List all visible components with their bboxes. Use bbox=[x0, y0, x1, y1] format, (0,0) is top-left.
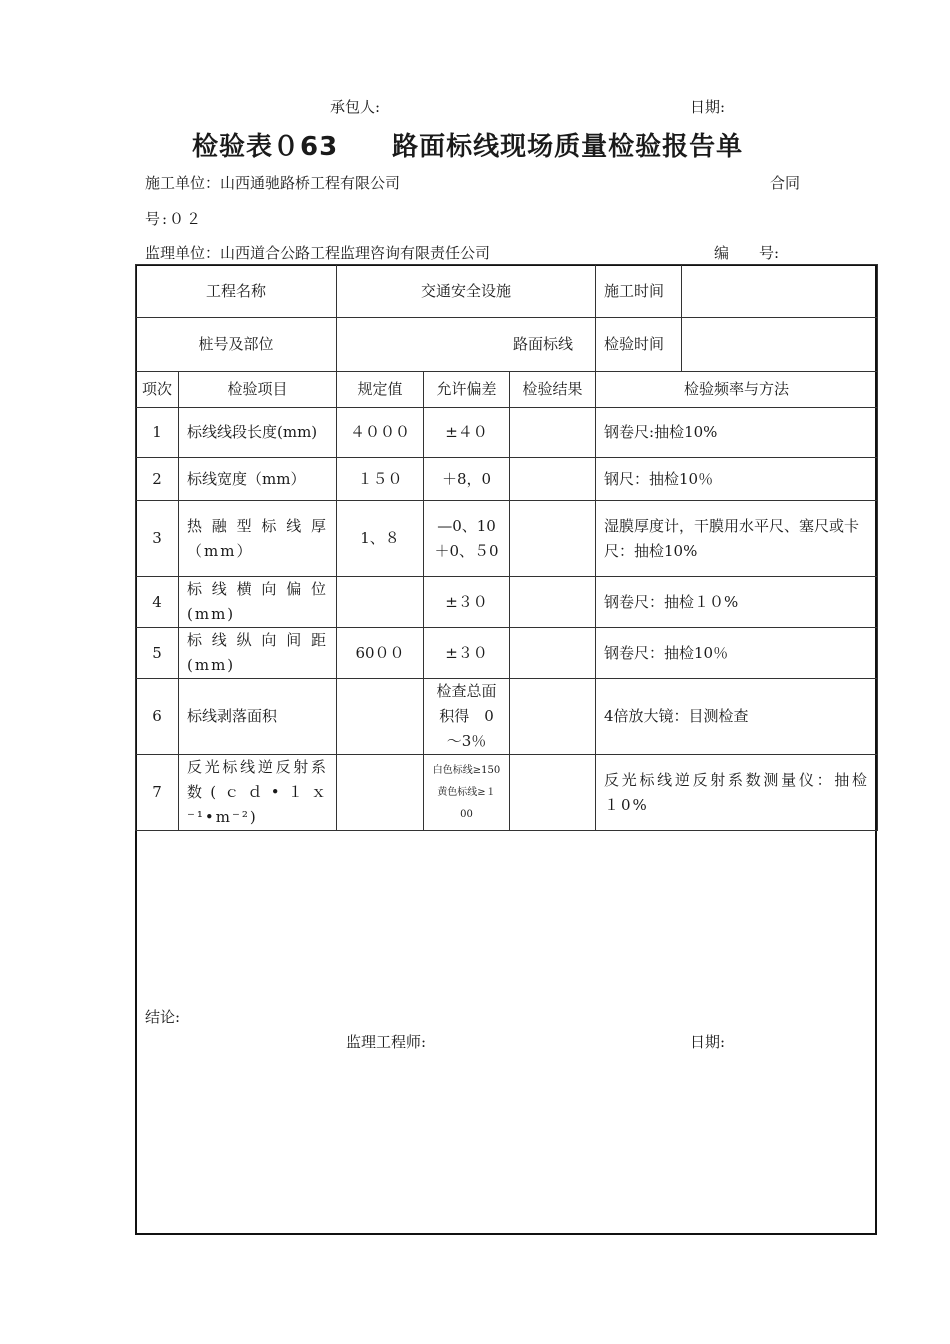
row-number: 4 bbox=[136, 577, 179, 628]
column-header: 规定值 bbox=[337, 372, 424, 408]
header-date-label: 日期: bbox=[690, 98, 726, 116]
specified-value bbox=[337, 577, 424, 628]
info-row-station bbox=[136, 318, 878, 372]
allowed-tolerance: ±３０ bbox=[424, 628, 510, 679]
column-header: 检验频率与方法 bbox=[596, 372, 878, 408]
inspection-result[interactable] bbox=[510, 679, 596, 755]
construction-time-label: 施工时间 bbox=[596, 265, 682, 318]
inspection-item: 热融型标线厚（mm） bbox=[179, 501, 337, 577]
supervision-unit: 监理单位：山西道合公路工程监理咨询有限责任公司 bbox=[145, 244, 491, 262]
row-number: 2 bbox=[136, 458, 179, 501]
page-title: 检验表０63 路面标线现场质量检验报告单 bbox=[192, 132, 744, 162]
column-header: 项次 bbox=[136, 372, 179, 408]
specified-value: ４０００ bbox=[337, 408, 424, 458]
construction-unit: 施工单位：山西通驰路桥工程有限公司 bbox=[145, 174, 401, 192]
allowed-tolerance: 白色标线≥150黄色标线≥１00 bbox=[424, 755, 510, 831]
allowed-tolerance: ±４０ bbox=[424, 408, 510, 458]
inspection-table bbox=[135, 264, 878, 831]
table-row bbox=[136, 577, 878, 628]
column-header: 检验项目 bbox=[179, 372, 337, 408]
table-row bbox=[136, 628, 878, 679]
inspection-result[interactable] bbox=[510, 408, 596, 458]
inspection-result[interactable] bbox=[510, 628, 596, 679]
column-header-row bbox=[136, 372, 878, 408]
info-row-project bbox=[136, 265, 878, 318]
inspection-item: 反光标线逆反射系数(ｃｄ•１ｘ⁻¹•m⁻²) bbox=[179, 755, 337, 831]
contractor-label: 承包人: bbox=[330, 98, 381, 116]
inspection-result[interactable] bbox=[510, 501, 596, 577]
inspection-method: 钢尺：抽检10％ bbox=[596, 458, 878, 501]
specified-value: 1、８ bbox=[337, 501, 424, 577]
row-number: 1 bbox=[136, 408, 179, 458]
inspection-item: 标线线段长度(mm) bbox=[179, 408, 337, 458]
table-row bbox=[136, 755, 878, 831]
table-row bbox=[136, 501, 878, 577]
table-row bbox=[136, 408, 878, 458]
allowed-tolerance: —0、10＋0、５0 bbox=[424, 501, 510, 577]
column-header: 检验结果 bbox=[510, 372, 596, 408]
inspection-time-label: 检验时间 bbox=[596, 318, 682, 372]
supervisor-engineer-label: 监理工程师: bbox=[346, 1033, 427, 1051]
allowed-tolerance: ＋8，0 bbox=[424, 458, 510, 501]
inspection-method: 钢卷尺：抽检10％ bbox=[596, 628, 878, 679]
footer-date-label: 日期: bbox=[690, 1033, 726, 1051]
row-number: 5 bbox=[136, 628, 179, 679]
specified-value: １５０ bbox=[337, 458, 424, 501]
inspection-method: 钢卷尺：抽检１０% bbox=[596, 577, 878, 628]
station-label: 桩号及部位 bbox=[136, 318, 337, 372]
inspection-result[interactable] bbox=[510, 755, 596, 831]
allowed-tolerance: 检查总面积得 0～3％ bbox=[424, 679, 510, 755]
inspection-item: 标线横向偏位(mm) bbox=[179, 577, 337, 628]
row-number: 6 bbox=[136, 679, 179, 755]
construction-time-value[interactable] bbox=[682, 265, 878, 318]
inspection-item: 标线纵向间距(mm) bbox=[179, 628, 337, 679]
inspection-method: 4倍放大镜：目测检查 bbox=[596, 679, 878, 755]
serial-number-label: 编 号: bbox=[714, 244, 780, 262]
inspection-item: 标线剥落面积 bbox=[179, 679, 337, 755]
inspection-result[interactable] bbox=[510, 458, 596, 501]
specified-value: 60００ bbox=[337, 628, 424, 679]
project-name-value: 交通安全设施 bbox=[337, 265, 596, 318]
contract-number: 号:０２ bbox=[145, 210, 204, 228]
specified-value bbox=[337, 679, 424, 755]
inspection-method: 钢卷尺:抽检10% bbox=[596, 408, 878, 458]
inspection-result[interactable] bbox=[510, 577, 596, 628]
station-value: 路面标线 bbox=[337, 318, 596, 372]
inspection-method: 反光标线逆反射系数测量仪：抽检１0% bbox=[596, 755, 878, 831]
column-header: 允许偏差 bbox=[424, 372, 510, 408]
inspection-time-value[interactable] bbox=[682, 318, 878, 372]
row-number: 3 bbox=[136, 501, 179, 577]
specified-value bbox=[337, 755, 424, 831]
inspection-item: 标线宽度（mm） bbox=[179, 458, 337, 501]
allowed-tolerance: ±３０ bbox=[424, 577, 510, 628]
inspection-method: 湿膜厚度计，干膜用水平尺、塞尺或卡尺：抽检10% bbox=[596, 501, 878, 577]
table-row bbox=[136, 679, 878, 755]
project-name-label: 工程名称 bbox=[136, 265, 337, 318]
conclusion-label: 结论: bbox=[145, 1008, 181, 1026]
table-row bbox=[136, 458, 878, 501]
contract-label: 合同 bbox=[770, 174, 801, 192]
row-number: 7 bbox=[136, 755, 179, 831]
